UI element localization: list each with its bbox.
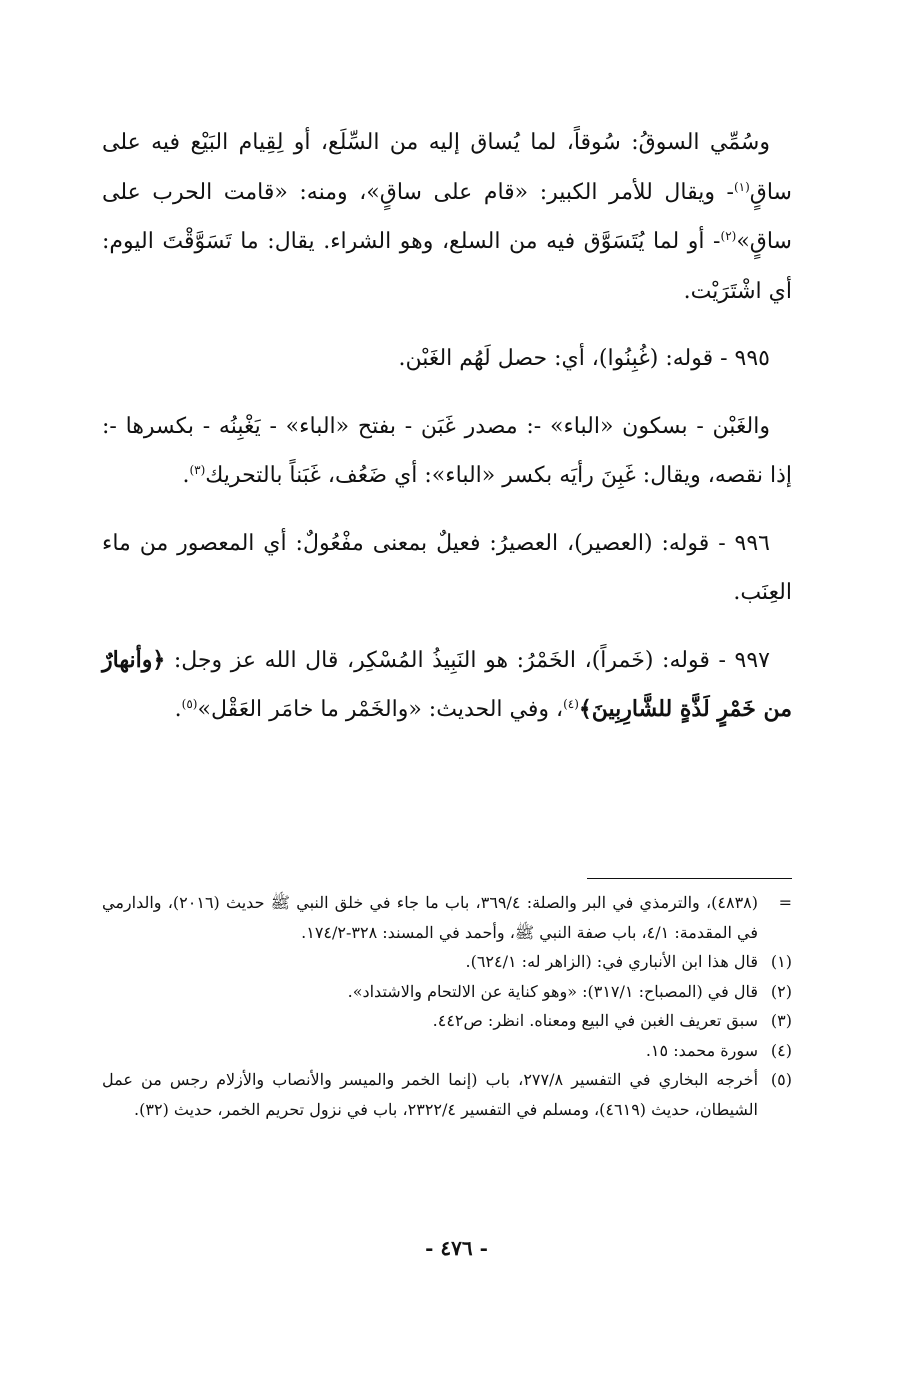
footnote-text: سبق تعريف الغبن في البيع ومعناه. انظر: ص٤٤٢. (432, 1011, 758, 1030)
footnote-1 (102, 947, 792, 977)
footnote-number: (٣) (770, 1011, 792, 1030)
footnote-number: (٤) (770, 1040, 792, 1060)
paragraph-souq-text-b: - ويقال للأمر الكبير: «قام على ساقٍ»، ومنه: «قامت الحرب على ساقٍ» (102, 179, 792, 254)
footnote-text: سورة محمد: ١٥. (645, 1040, 758, 1060)
paragraph-souq (102, 118, 792, 316)
footnote-number: (٢) (770, 981, 792, 1001)
entry-996-text: ٩٩٦ - قوله: (العصير)، العصيرُ: فعيلٌ بمعنى مفْعُولٌ: أي المعصور من ماء العِنَب. (102, 530, 792, 605)
footnote-text: قال هذا ابن الأنباري في: (الزاهر له: ٦٢٤/١). (465, 952, 758, 971)
entry-995-text: ٩٩٥ - قوله: (غُبِنُوا)، أي: حصل لَهُم الغَبْن. (398, 346, 770, 371)
footnote-number: (٥) (770, 1070, 792, 1089)
entry-997 (102, 636, 792, 735)
main-text (102, 118, 792, 735)
paragraph-souq-text-c: - أو لما يُتَسَوَّق فيه من السلع، وهو الشراء. يقال: ما تَسَوَّقْتَ اليوم: أي اشْتَرَيْت. (102, 229, 792, 304)
paragraph-ghabn-end: . (182, 463, 190, 488)
footnote-ref-1: (١) (733, 179, 750, 194)
footnote-4 (102, 1036, 792, 1066)
footnote-3 (102, 1006, 792, 1036)
entry-997-text-b: ، وفي الحديث: «والخَمْر ما خامَر العَقْل» (197, 697, 564, 722)
footnote-ref-4: (٤) (563, 697, 579, 711)
footnotes (102, 888, 792, 1124)
footnote-text: (٤٨٣٨)، والترمذي في البر والصلة: ٣٦٩/٤، باب ما جاء في خلق النبي ﷺ حديث (٢٠١٦)، والدارمي في المقدمة: ٤/١، باب صفة النبي ﷺ، وأحمد في المسند: ٣٢٨-١٧٤/٢. (102, 893, 758, 942)
footnote-number: = (778, 893, 792, 912)
footnote-number: (١) (770, 952, 792, 971)
footnote-continued (102, 888, 792, 947)
entry-997-end: . (174, 697, 182, 722)
footnote-2 (102, 977, 792, 1007)
entry-996 (102, 519, 792, 618)
footnote-ref-5: (٥) (181, 697, 198, 711)
paragraph-ghabn (102, 402, 792, 501)
footnote-5 (102, 1065, 792, 1124)
footnote-ref-3: (٣) (189, 463, 206, 477)
footnote-text: أخرجه البخاري في التفسير ٢٧٧/٨، باب (إنما الخمر والميسر والأنصاب والأزلام رجس من عمل الشيطان، حديث (٤٦١٩)، ومسلم في التفسير ٢٣٢٢/٤، باب في نزول تحريم الخمر، حديث (٣٢). (102, 1070, 759, 1119)
quran-verse: ﴿وأنهارٌ من خَمْرٍ لَذَّةٍ للشَّارِبِينَ﴾ (102, 646, 792, 722)
page-number: - ٤٧٦ - (425, 1236, 488, 1260)
entry-995 (102, 334, 792, 384)
footnote-divider (587, 878, 792, 879)
footnote-text: قال في (المصباح: ٣١٧/١): «وهو كناية عن الالتحام والاشتداد». (347, 981, 758, 1001)
paragraph-souq-text-a: وسُمِّي السوقُ: سُوقاً، لما يُساق إليه من السِّلَع، أو لِقِيام البَيْع فيه على ساقٍ (102, 130, 792, 205)
entry-997-text-a: ٩٩٧ - قوله: (خَمراً)، الخَمْرُ: هو النَبِيذُ المُسْكِر، قال الله عز وجل: (165, 647, 770, 673)
paragraph-ghabn-text: والغَبْن - بسكون «الباء» -: مصدر غَبَن - بفتح «الباء» - يَغْبِنُه - بكسرها -: إذا نقصه، ويقال: غَبِنَ رأيَه بكسر «الباء»: أي ضَعُف، غَبَناً بالتحريك (102, 413, 792, 488)
footnote-ref-2: (٢) (720, 229, 737, 243)
